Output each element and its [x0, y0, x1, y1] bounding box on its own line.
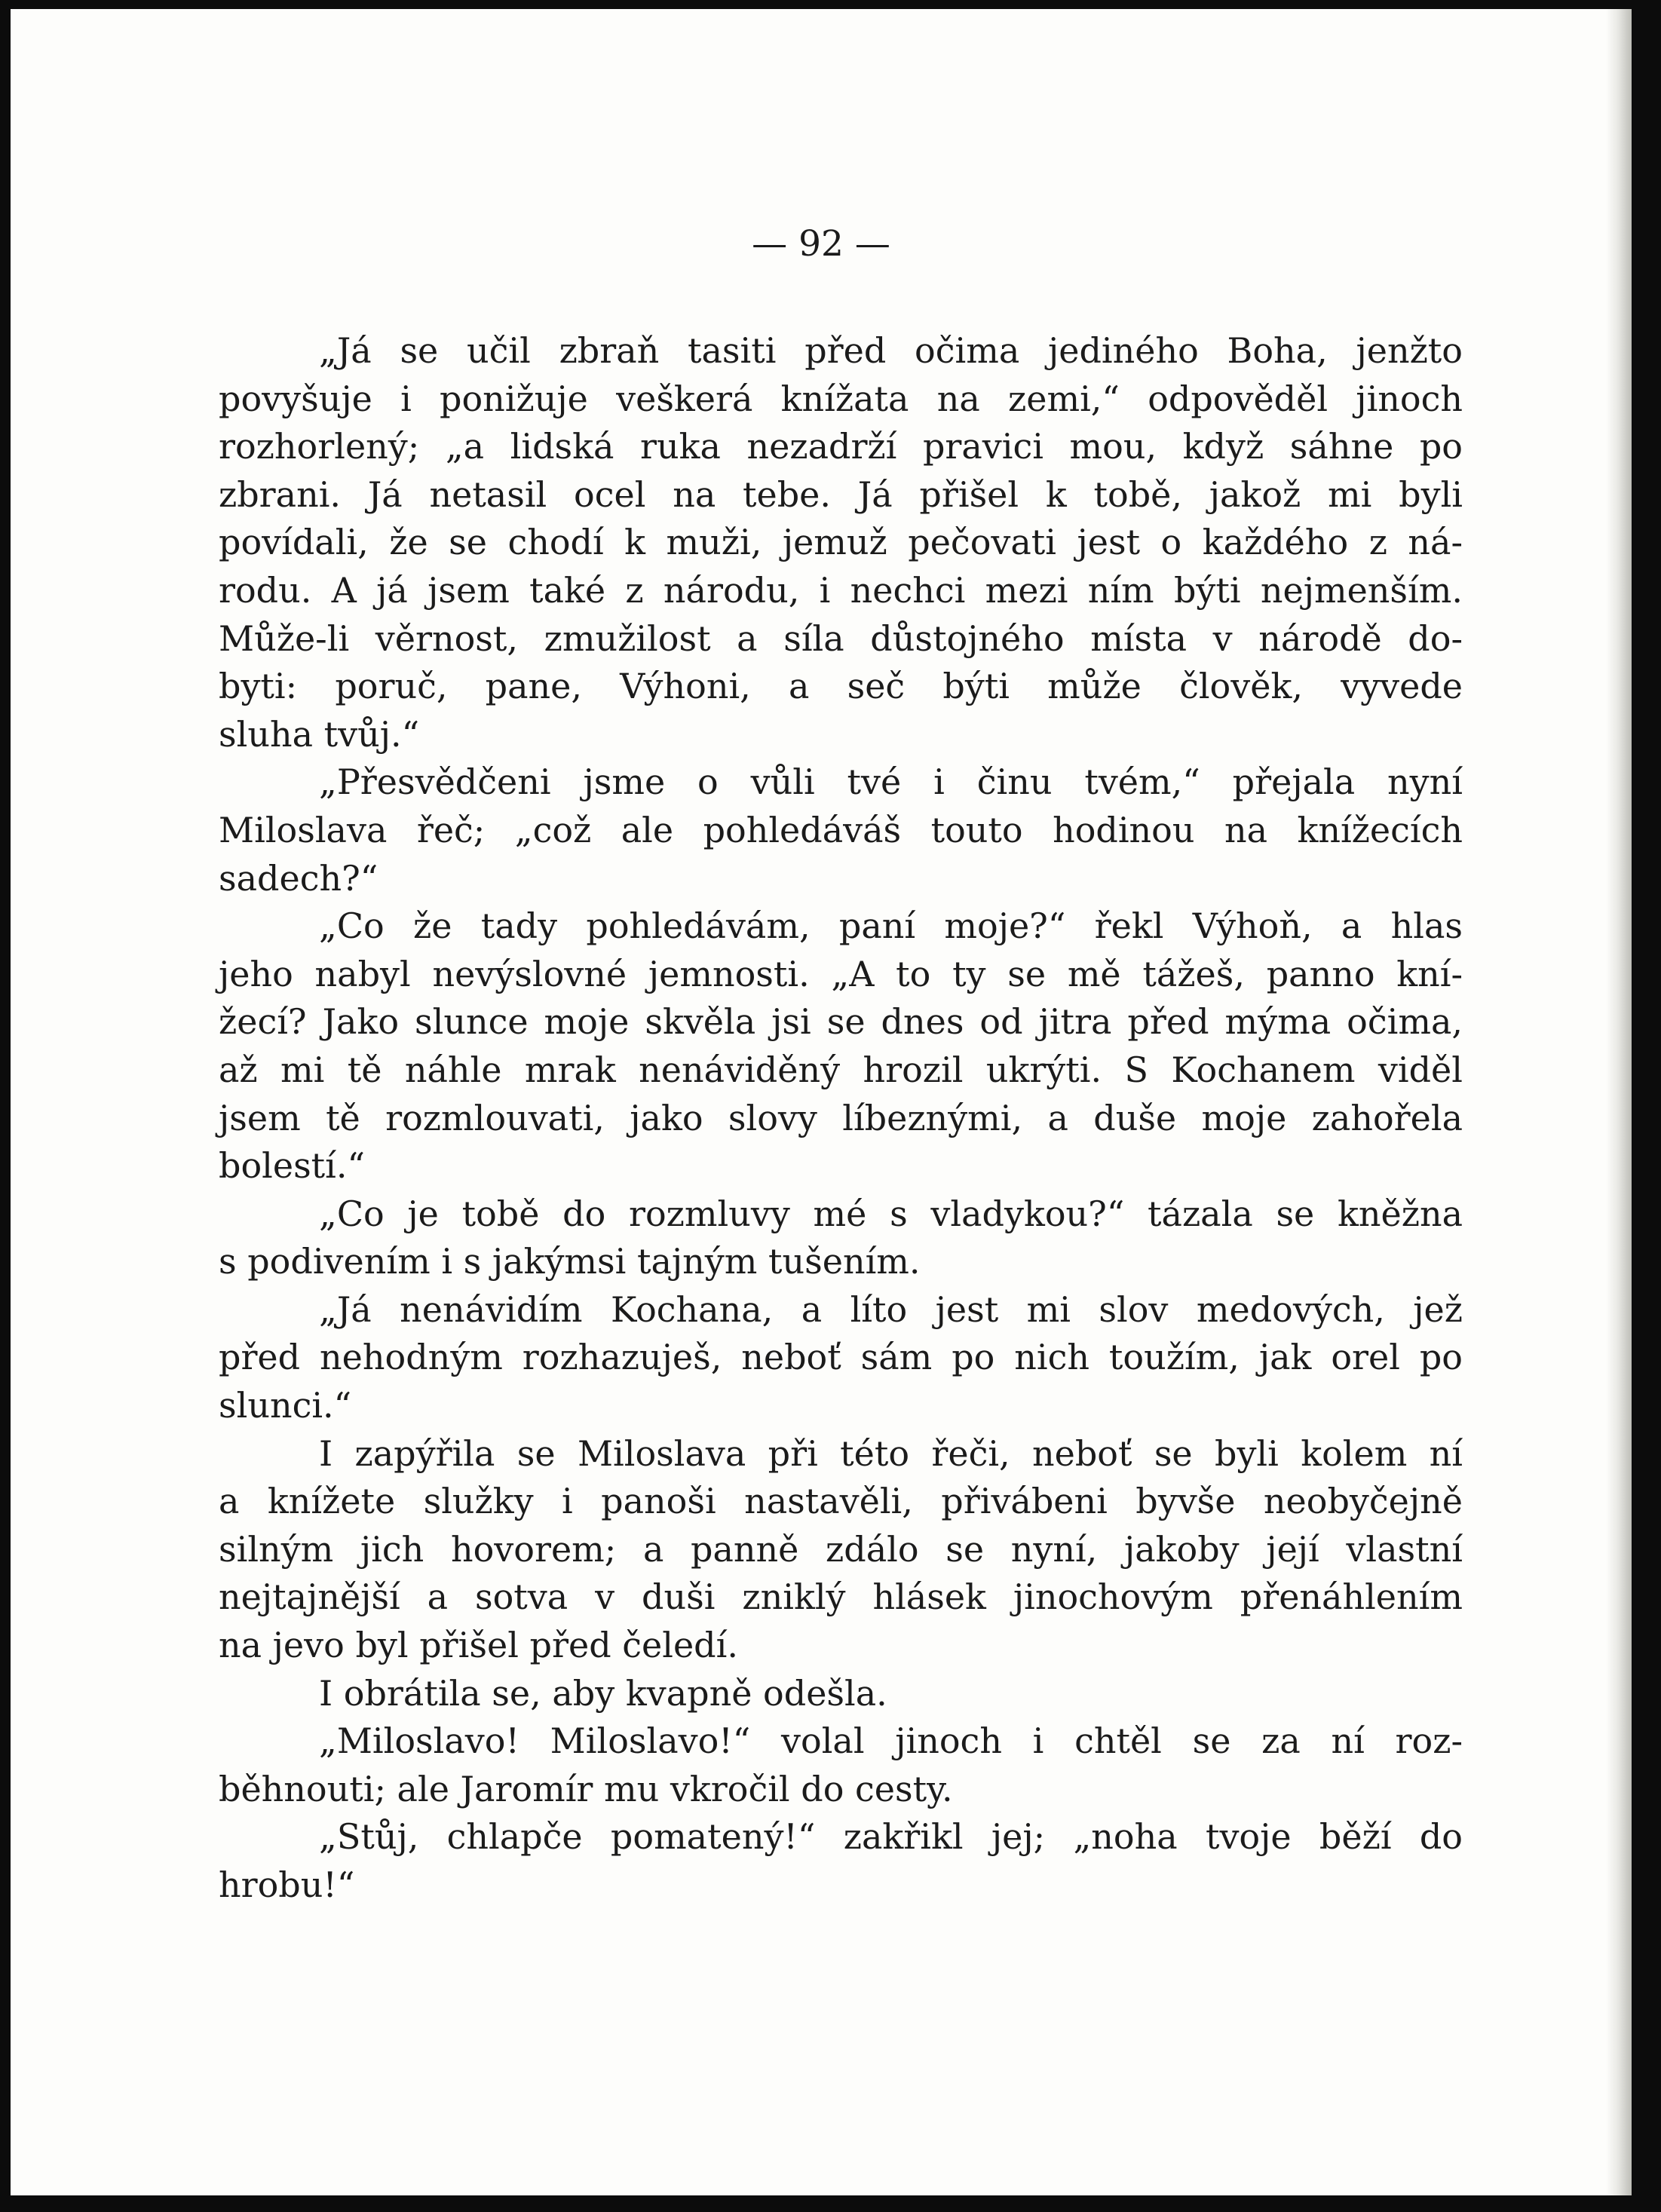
- text-line: běhnouti; ale Jaromír mu vkročil do cesty.: [219, 1768, 953, 1809]
- text-line: „Stůj, chlapče pomatený!“ zakřikl jej; „noha tvoje běží do: [319, 1816, 1463, 1858]
- text-line: bolestí.“: [219, 1145, 366, 1187]
- text-line: „Já se učil zbraň tasiti před očima jediného Boha, jenžto: [319, 330, 1463, 371]
- page-number-header: — 92 —: [752, 223, 890, 265]
- text-line: jsem tě rozmlouvati, jako slovy líbeznými, a duše moje zahořela: [219, 1097, 1463, 1138]
- book-page: [11, 9, 1632, 2195]
- text-line: před nehodným rozhazuješ, neboť sám po nich toužím, jak orel po: [219, 1337, 1463, 1378]
- text-line: I obrátila se, aby kvapně odešla.: [319, 1672, 887, 1714]
- text-line: s podivením i s jakýmsi tajným tušením.: [219, 1241, 921, 1282]
- text-line: na jevo byl přišel před čeledí.: [219, 1625, 738, 1666]
- text-line: silným jich hovorem; a panně zdálo se nyní, jakoby její vlastní: [219, 1528, 1463, 1570]
- text-line: byti: poruč, pane, Výhoni, a seč býti může člověk, vyvede: [219, 666, 1463, 707]
- text-line: Může-li věrnost, zmužilost a síla důstojného místa v národě do-: [219, 617, 1463, 659]
- text-line: rozhorlený; „a lidská ruka nezadrží pravici mou, když sáhne po: [219, 426, 1463, 467]
- page-edge-shadow: [1606, 9, 1632, 2195]
- text-line: „Co je tobě do rozmluvy mé s vladykou?“ tázala se kněžna: [319, 1193, 1463, 1234]
- text-line: I zapýřila se Miloslava při této řeči, neboť se byli kolem ní: [319, 1432, 1463, 1474]
- text-line: „Co že tady pohledávám, paní moje?“ řekl Výhoň, a hlas: [319, 905, 1463, 947]
- text-line: slunci.“: [219, 1385, 352, 1426]
- text-line: „Já nenávidím Kochana, a líto jest mi slov medových, jež: [319, 1288, 1463, 1330]
- text-line: sadech?“: [219, 857, 378, 899]
- text-line: jeho nabyl nevýslovné jemnosti. „A to ty se mě tážeš, panno kní-: [219, 953, 1463, 994]
- text-line: sluha tvůj.“: [219, 713, 420, 755]
- text-line: „Přesvědčeni jsme o vůli tvé i činu tvém,“ přejala nyní: [319, 761, 1463, 803]
- text-line: „Miloslavo! Miloslavo!“ volal jinoch i chtěl se za ní roz-: [319, 1720, 1463, 1762]
- text-line: povídali, že se chodí k muži, jemuž pečovati jest o každého z ná-: [219, 522, 1463, 563]
- text-line: zbrani. Já netasil ocel na tebe. Já přišel k tobě, jakož mi byli: [219, 473, 1463, 515]
- text-line: Miloslava řeč; „což ale pohledáváš touto hodinou na knížecích: [219, 809, 1463, 850]
- text-line: žecí? Jako slunce moje skvěla jsi se dnes od jitra před mýma očima,: [219, 1001, 1463, 1043]
- text-line: hrobu!“: [219, 1864, 355, 1905]
- text-line: rodu. A já jsem také z národu, i nechci mezi ním býti nejmenším.: [219, 569, 1463, 611]
- text-line: až mi tě náhle mrak nenáviděný hrozil ukrýti. S Kochanem viděl: [219, 1049, 1463, 1090]
- text-line: nejtajnější a sotva v duši zniklý hlásek jinochovým přenáhlením: [219, 1576, 1463, 1618]
- text-line: a knížete služky i panoši nastavěli, přivábeni byvše neobyčejně: [219, 1481, 1463, 1522]
- text-line: povyšuje i ponižuje veškerá knížata na zemi,“ odpověděl jinoch: [219, 378, 1463, 419]
- body-text: [219, 327, 1463, 1910]
